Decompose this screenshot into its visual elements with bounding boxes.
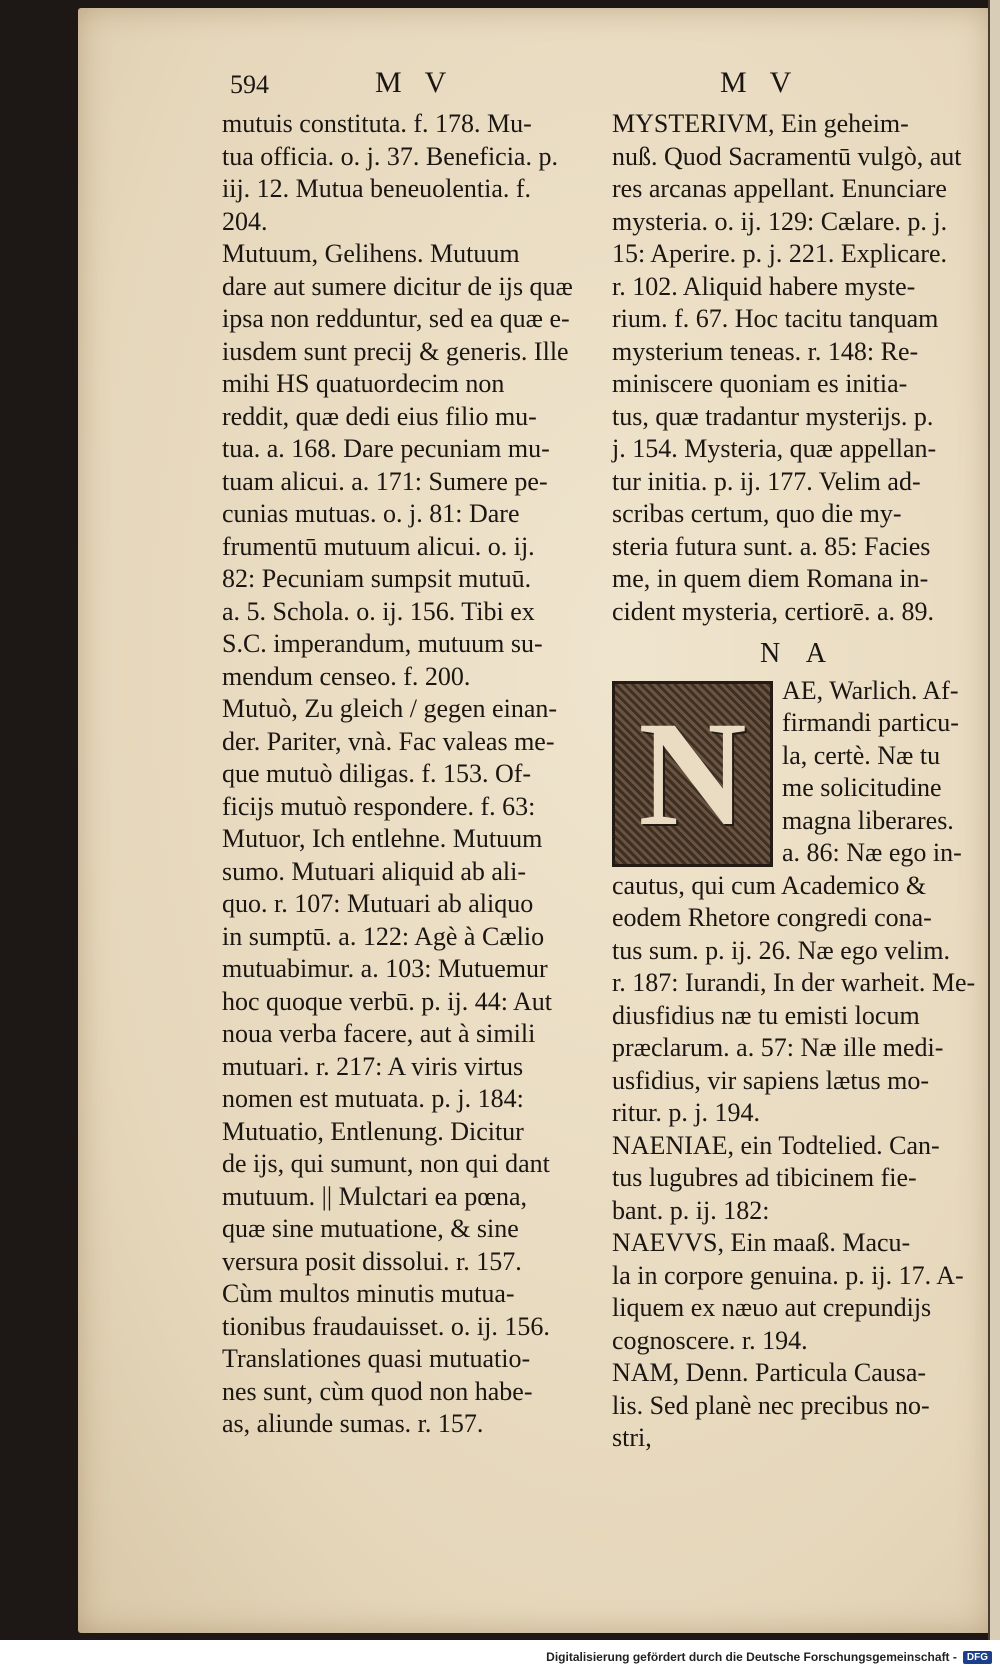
text-line: ritur. p. j. 194. (612, 1098, 761, 1127)
initial-letter: N (638, 690, 747, 857)
text-line: Mutuatio, Entlenung. Dicitur (222, 1116, 524, 1146)
text-line: cident mysteria, certiorē. a. 89. (612, 596, 934, 626)
right-column-bottom (612, 870, 984, 1455)
text-line: steria futura sunt. a. 85: Facies (612, 531, 931, 561)
text-line: r. 102. Aliquid habere myste- (612, 271, 916, 301)
text-line: MYSTERIVM, Ein geheim- (612, 109, 909, 138)
text-line: ficijs mutuò respondere. f. 63: (222, 791, 536, 821)
text-line: tur initia. p. ij. 177. Velim ad- (612, 466, 921, 496)
text-line: frumentū mutuum alicui. o. ij. (222, 531, 535, 561)
section-heading: N A (760, 638, 836, 669)
text-line: miniscere quoniam es initia- (612, 369, 908, 398)
text-line: NAEVVS, Ein maaß. Macu- (612, 1228, 911, 1257)
initial-block (612, 675, 984, 870)
text-line: quæ sine mutuatione, & sine (222, 1214, 519, 1243)
text-line: mendum censeo. f. 200. (222, 661, 471, 691)
text-line: Translationes quasi mutuatio- (222, 1344, 531, 1373)
decorated-initial-icon (612, 681, 773, 867)
text-line: 15: Aperire. p. j. 221. Explicare. (612, 239, 948, 268)
credit-text: Digitalisierung gefördert durch die Deutsche Forschungsgemeinschaft - (546, 1650, 957, 1664)
right-column (612, 108, 984, 1455)
text-line: mutuari. r. 217: A viris virtus (222, 1051, 524, 1081)
text-line: NAENIAE, ein Todtelied. Can- (612, 1130, 940, 1160)
text-line: iusdem sunt precij & generis. Ille (222, 336, 569, 366)
text-line: scribas certum, quo die my- (612, 499, 902, 528)
text-line: firmandi particu- (782, 708, 959, 737)
text-line: tus lugubres ad tibicinem fie- (612, 1163, 917, 1192)
text-line: cautus, qui cum Academico & (612, 870, 927, 900)
text-line: de ijs, qui sumunt, non qui dant (222, 1149, 550, 1178)
text-line: j. 154. Mysteria, quæ appellan- (612, 434, 937, 463)
text-line: liquem ex næuo aut crepundijs (612, 1293, 932, 1322)
text-line: nomen est mutuata. p. j. 184: (222, 1084, 524, 1113)
right-running-head: M V (720, 66, 800, 99)
page-number: 594 (230, 70, 269, 99)
text-line: diusfidius næ tu emisti locum (612, 1000, 920, 1030)
text-line: nes sunt, cùm quod non habe- (222, 1376, 533, 1406)
text-line: tua officia. o. j. 37. Beneficia. p. (222, 141, 558, 171)
text-line: me, in quem diem Romana in- (612, 564, 929, 593)
text-line: mysteria. o. ij. 129: Cælare. p. j. (612, 206, 948, 236)
text-line: Mutuor, Ich entlehne. Mutuum (222, 824, 543, 853)
text-line: la in corpore genuina. p. ij. 17. A- (612, 1260, 964, 1290)
text-line: Cùm multos minutis mutua- (222, 1279, 515, 1308)
text-line: S.C. imperandum, mutuum su- (222, 629, 543, 658)
text-line: rium. f. 67. Hoc tacitu tanquam (612, 304, 939, 333)
text-line: magna liberares. (782, 805, 954, 835)
text-line: tua. a. 168. Dare pecuniam mu- (222, 434, 550, 463)
text-line: hoc quoque verbū. p. ij. 44: Aut (222, 986, 553, 1016)
text-line: res arcanas appellant. Enunciare (612, 174, 947, 203)
text-line: quo. r. 107: Mutuari ab aliquo (222, 889, 534, 918)
text-line: NAM, Denn. Particula Causa- (612, 1358, 927, 1387)
text-line: AE, Warlich. Af- (782, 675, 959, 705)
text-line: lis. Sed planè nec precibus no- (612, 1390, 930, 1420)
text-line: in sumptū. a. 122: Agè à Cælio (222, 921, 545, 951)
text-line: stri, (612, 1423, 652, 1452)
text-line: mihi HS quatuordecim non (222, 369, 505, 398)
text-line: reddit, quæ dedi eius filio mu- (222, 401, 537, 431)
text-line: me solicitudine (782, 773, 942, 802)
text-line: ipsa non redduntur, sed ea quæ e- (222, 304, 570, 333)
text-line: as, aliunde sumas. r. 157. (222, 1409, 484, 1438)
text-line: noua verba facere, aut à simili (222, 1019, 536, 1048)
text-line: mutuum. || Mulctari ea pœna, (222, 1181, 528, 1211)
text-line: cognoscere. r. 194. (612, 1325, 808, 1355)
text-line: bant. p. ij. 182: (612, 1195, 770, 1225)
dfg-logo: DFG (963, 1651, 992, 1664)
text-line: sumo. Mutuari aliquid ab ali- (222, 856, 527, 886)
text-line: 82: Pecuniam sumpsit mutuū. (222, 564, 532, 593)
text-line: Mutuum, Gelihens. Mutuum (222, 239, 520, 268)
text-line: mysterium teneas. r. 148: Re- (612, 336, 919, 366)
text-line: der. Pariter, vnà. Fac valeas me- (222, 726, 555, 756)
text-line: versura posit dissolui. r. 157. (222, 1246, 522, 1276)
text-line: nuß. Quod Sacramentū vulgò, aut (612, 141, 962, 171)
text-line: a. 5. Schola. o. ij. 156. Tibi ex (222, 596, 535, 626)
text-line: præclarum. a. 57: Næ ille medi- (612, 1033, 944, 1062)
text-line: r. 187: Iurandi, In der warheit. Me- (612, 968, 976, 997)
text-line: a. 86: Næ ego in- (782, 838, 962, 867)
footer-bar (0, 1640, 1000, 1676)
text-line: 204. (222, 206, 268, 236)
right-column-top (612, 108, 984, 628)
left-column (222, 108, 597, 1441)
text-line: eodem Rhetore congredi cona- (612, 903, 932, 932)
text-line: que mutuò diligas. f. 153. Of- (222, 759, 532, 788)
text-line: iij. 12. Mutua beneuolentia. f. (222, 174, 532, 203)
text-line: dare aut sumere dicitur de ijs quæ (222, 271, 573, 301)
text-line: tionibus fraudauisset. o. ij. 156. (222, 1311, 550, 1341)
text-line: Mutuò, Zu gleich / gegen einan- (222, 694, 558, 723)
page-edge (988, 0, 1000, 1640)
text-line: mutuis constituta. f. 178. Mu- (222, 109, 532, 138)
text-line: usfidius, vir sapiens lætus mo- (612, 1065, 930, 1095)
footer-credit (546, 1650, 992, 1664)
text-line: tus sum. p. ij. 26. Næ ego velim. (612, 935, 950, 965)
text-line: tus, quæ tradantur mysterijs. p. (612, 401, 934, 431)
text-line: la, certè. Næ tu (782, 740, 941, 770)
left-running-head: M V (375, 66, 455, 99)
text-line: cunias mutuas. o. j. 81: Dare (222, 499, 520, 528)
text-line: mutuabimur. a. 103: Mutuemur (222, 954, 548, 983)
initial-text (782, 675, 987, 870)
text-line: tuam alicui. a. 171: Sumere pe- (222, 466, 548, 496)
